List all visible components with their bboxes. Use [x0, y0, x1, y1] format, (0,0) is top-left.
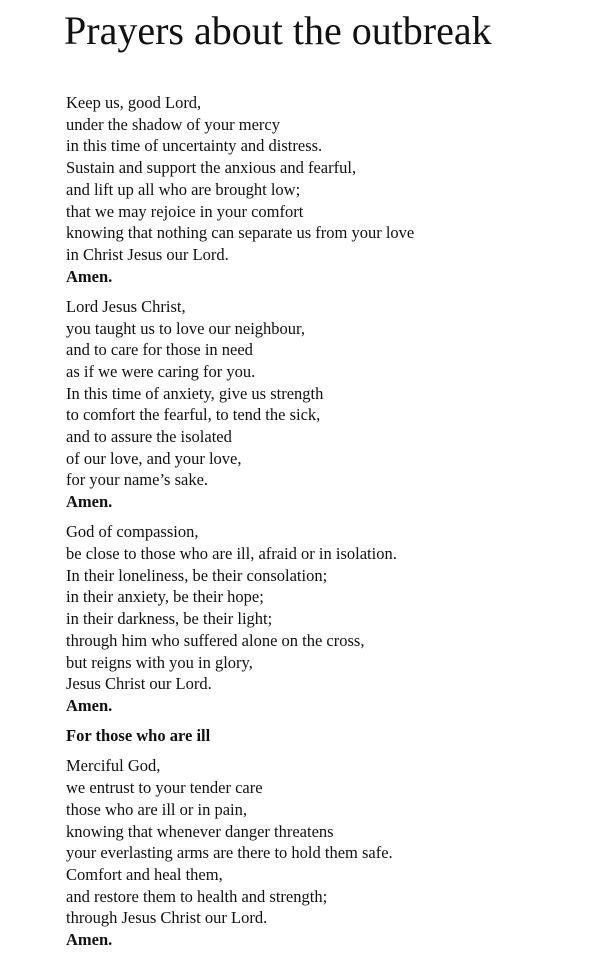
prayer-line: of our love, and your love, [66, 448, 242, 468]
prayer-line: and to assure the isolated [66, 427, 232, 447]
prayer-stanza [66, 296, 586, 513]
prayer-line: you taught us to love our neighbour, [66, 318, 306, 338]
prayer-stanza [66, 755, 586, 950]
prayer-line: God of compassion, [66, 522, 199, 542]
prayer-line: and restore them to health and strength; [66, 886, 328, 906]
prayer-stanza [66, 521, 586, 716]
prayer-line: through Jesus Christ our Lord. [66, 908, 268, 928]
prayer-stanza [66, 92, 586, 287]
prayer-list [66, 92, 586, 951]
prayer-line: Lord Jesus Christ, [66, 296, 186, 316]
prayer-line: under the shadow of your mercy [66, 114, 280, 134]
prayer-line: as if we were caring for you. [66, 361, 256, 381]
amen-line: Amen. [66, 930, 113, 950]
prayer-line: through him who suffered alone on the cross, [66, 630, 365, 650]
prayer-line: Merciful God, [66, 756, 161, 776]
prayer-line: to comfort the fearful, to tend the sick, [66, 405, 321, 425]
prayer-line: those who are ill or in pain, [66, 799, 248, 819]
page-title: Prayers about the outbreak [64, 8, 492, 53]
prayer-line: in their anxiety, be their hope; [66, 587, 264, 607]
prayer-line: Sustain and support the anxious and fearful, [66, 158, 357, 178]
section-heading: For those who are ill [66, 726, 211, 746]
prayer-line: In this time of anxiety, give us strength [66, 383, 324, 403]
amen-line: Amen. [66, 695, 113, 715]
prayer-line: be close to those who are ill, afraid or in isolation. [66, 544, 397, 564]
stanza-gap [66, 287, 586, 296]
prayer-line: and to care for those in need [66, 340, 253, 360]
prayer-line: but reigns with you in glory, [66, 652, 253, 672]
prayer-line: in their darkness, be their light; [66, 609, 273, 629]
prayer-line: Comfort and heal them, [66, 864, 223, 884]
stanza-gap [66, 717, 586, 726]
prayer-line: that we may rejoice in your comfort [66, 201, 304, 221]
amen-line: Amen. [66, 492, 113, 512]
prayer-line: knowing that nothing can separate us from your love [66, 223, 415, 243]
prayer-line: Keep us, good Lord, [66, 93, 202, 112]
prayer-line: Jesus Christ our Lord. [66, 674, 212, 694]
stanza-gap [66, 513, 586, 522]
stanza-gap [66, 747, 586, 756]
prayer-line: in Christ Jesus our Lord. [66, 244, 229, 264]
prayer-line: and lift up all who are brought low; [66, 179, 301, 199]
prayer-line: in this time of uncertainty and distress. [66, 136, 323, 156]
prayer-line: In their loneliness, be their consolation; [66, 565, 328, 585]
amen-line: Amen. [66, 266, 113, 286]
prayer-line: we entrust to your tender care [66, 778, 263, 798]
prayer-line: for your name’s sake. [66, 470, 209, 490]
prayer-line: your everlasting arms are there to hold them safe. [66, 843, 393, 863]
prayer-line: knowing that whenever danger threatens [66, 821, 334, 841]
